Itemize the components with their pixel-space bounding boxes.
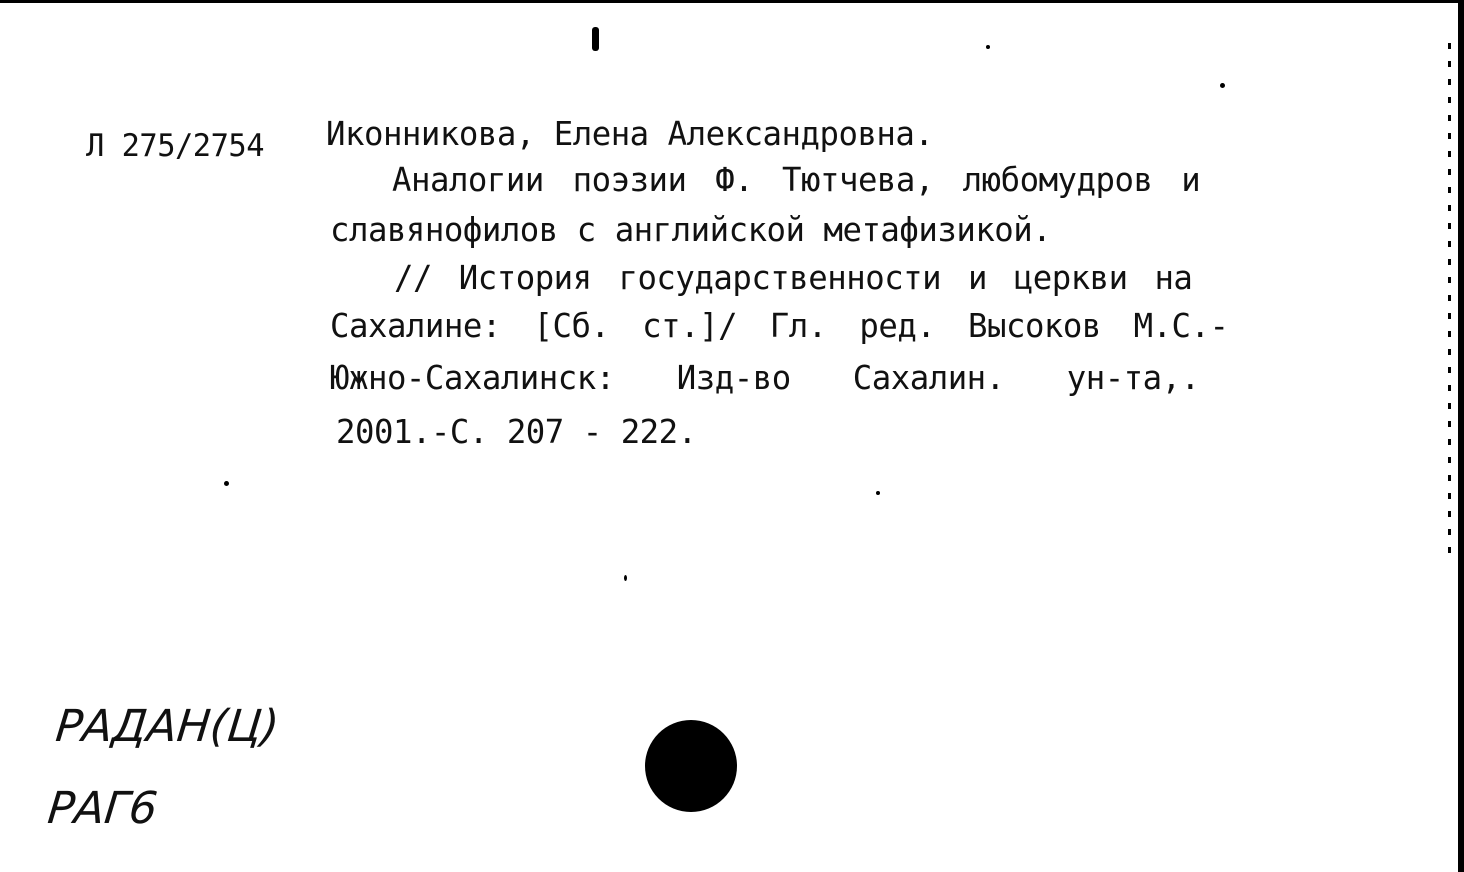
punch-hole: [645, 720, 737, 812]
publisher-line: Южно-Сахалинск: Изд-во Сахалин. ун-та,.: [330, 358, 1200, 397]
speck: [986, 45, 990, 49]
handwritten-code-2: РАГ6: [45, 783, 160, 834]
shelf-mark: Л 275/2754: [86, 128, 265, 164]
author-line: Иконникова, Елена Александровна.: [326, 114, 934, 153]
card-edge-ticks: [1448, 43, 1451, 563]
ink-mark: [592, 27, 599, 51]
handwritten-code-1: РАДАН(Ц): [53, 701, 282, 752]
title-line-2: славянофилов с английской метафизикой.: [330, 210, 1052, 249]
speck: [1220, 83, 1225, 88]
source-line-1: // История государственности и церкви на: [394, 258, 1193, 297]
speck: [224, 481, 229, 486]
speck: [624, 575, 627, 581]
source-line-2: Сахалине: [Сб. ст.]/ Гл. ред. Высоков М.С.-: [330, 306, 1229, 345]
title-line-1: Аналогии поэзии Ф. Тютчева, любомудров и: [392, 160, 1201, 199]
pages-line: 2001.-С. 207 - 222.: [336, 412, 697, 451]
speck: [876, 491, 880, 495]
